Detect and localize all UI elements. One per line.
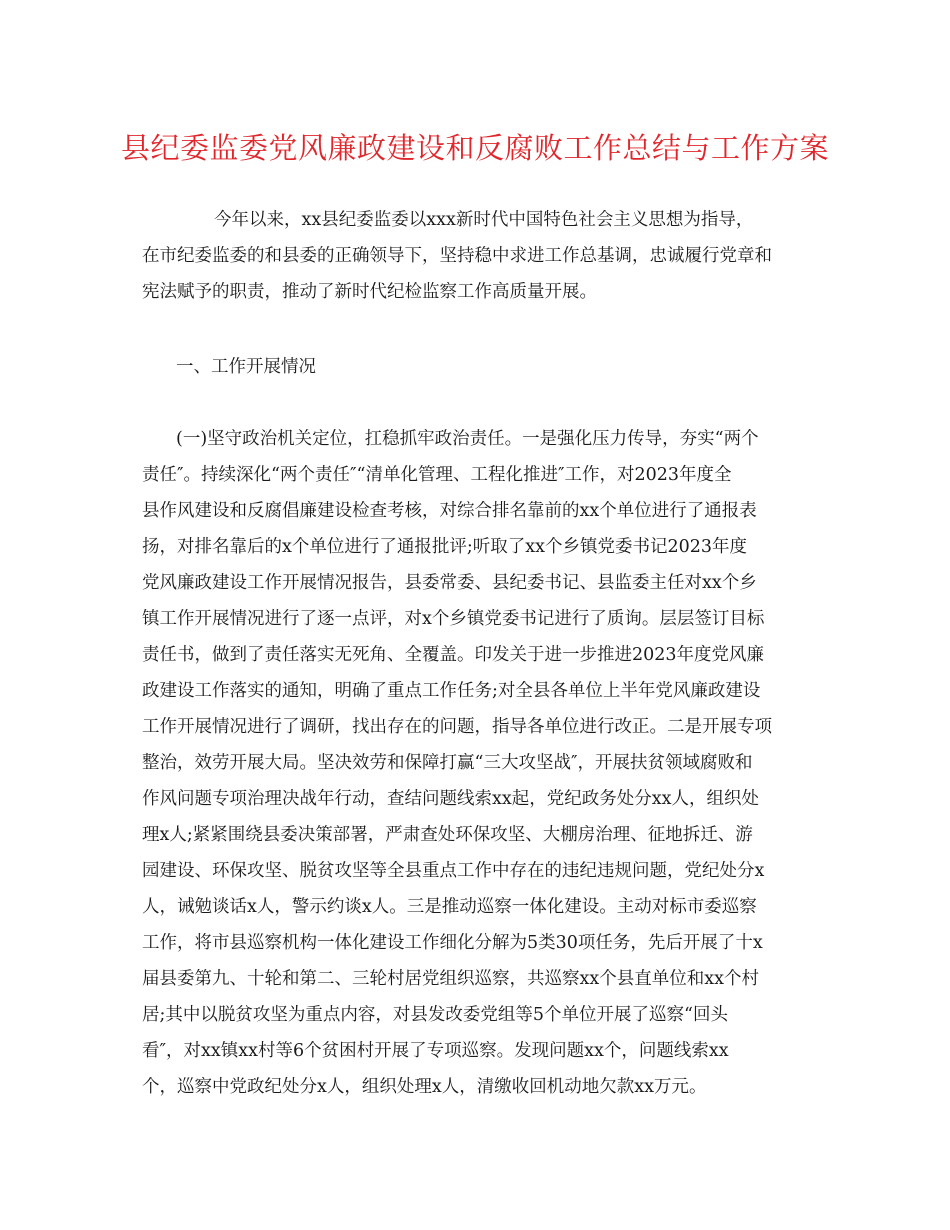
body-line: 责任书，做到了责任落实无死角、全覆盖。印发关于进一步推进2023年度党风廉 [142,645,765,665]
body-line: 人，诫勉谈话x人，警示约谈x人。三是推动巡察一体化建设。主动对标市委巡察 [142,897,757,917]
intro-line: 宪法赋予的职责，推动了新时代纪检监察工作高质量开展。 [142,282,597,302]
document-title: 县纪委监委党风廉政建设和反腐败工作总结与工作方案 [120,131,829,165]
body-line: 党风廉政建设工作开展情况报告，县委常委、县纪委书记、县监委主任对xx个乡 [142,573,757,593]
body-line: 政建设工作落实的通知，明确了重点工作任务;对全县各单位上半年党风廉政建设 [142,681,761,701]
body-line: 工作开展情况进行了调研，找出存在的问题，指导各单位进行改正。二是开展专项 [142,717,772,737]
section-heading: 一、工作开展情况 [176,357,316,377]
body-line: (一)坚守政治机关定位，扛稳抓牢政治责任。一是强化压力传导，夯实“两个 [176,429,759,449]
body-line: 责任″。持续深化“两个责任″“清单化管理、工程化推进″工作，对2023年度全 [142,465,732,485]
body-line: 县作风建设和反腐倡廉建设检查考核，对综合排名靠前的xx个单位进行了通报表 [142,501,757,521]
body-line: 镇工作开展情况进行了逐一点评，对x个乡镇党委书记进行了质询。层层签订目标 [142,609,765,629]
intro-line: 今年以来，xx县纪委监委以xxx新时代中国特色社会主义思想为指导， [214,210,754,230]
body-line: 整治，效劳开展大局。坚决效劳和保障打赢“三大攻坚战″，开展扶贫领域腐败和 [142,753,753,773]
body-line: 居;其中以脱贫攻坚为重点内容，对县发改委党组等5个单位开展了巡察“回头 [142,1005,728,1025]
body-line: 个，巡察中党政纪处分x人，组织处理x人，清缴收回机动地欠款xx万元。 [142,1077,707,1097]
body-line: 工作，将市县巡察机构一体化建设工作细化分解为5类30项任务，先后开展了十x [142,933,763,953]
body-line: 扬，对排名靠后的x个单位进行了通报批评;听取了xx个乡镇党委书记2023年度 [142,537,748,557]
body-line: 看″，对xx镇xx村等6个贫困村开展了专项巡察。发现问题xx个，问题线索xx [142,1041,729,1061]
body-line: 届县委第九、十轮和第二、三轮村居党组织巡察，共巡察xx个县直单位和xx个村 [142,969,759,989]
body-line: 理x人;紧紧围绕县委决策部署，严肃查处环保攻坚、大棚房治理、征地拆迁、游 [142,825,753,845]
intro-line: 在市纪委监委的和县委的正确领导下，坚持稳中求进工作总基调，忠诚履行党章和 [142,246,772,266]
body-line: 作风问题专项治理决战年行动，查结问题线索xx起，党纪政务处分xx人，组织处 [142,789,759,809]
body-line: 园建设、环保攻坚、脱贫攻坚等全县重点工作中存在的违纪违规问题，党纪处分x [142,861,765,881]
